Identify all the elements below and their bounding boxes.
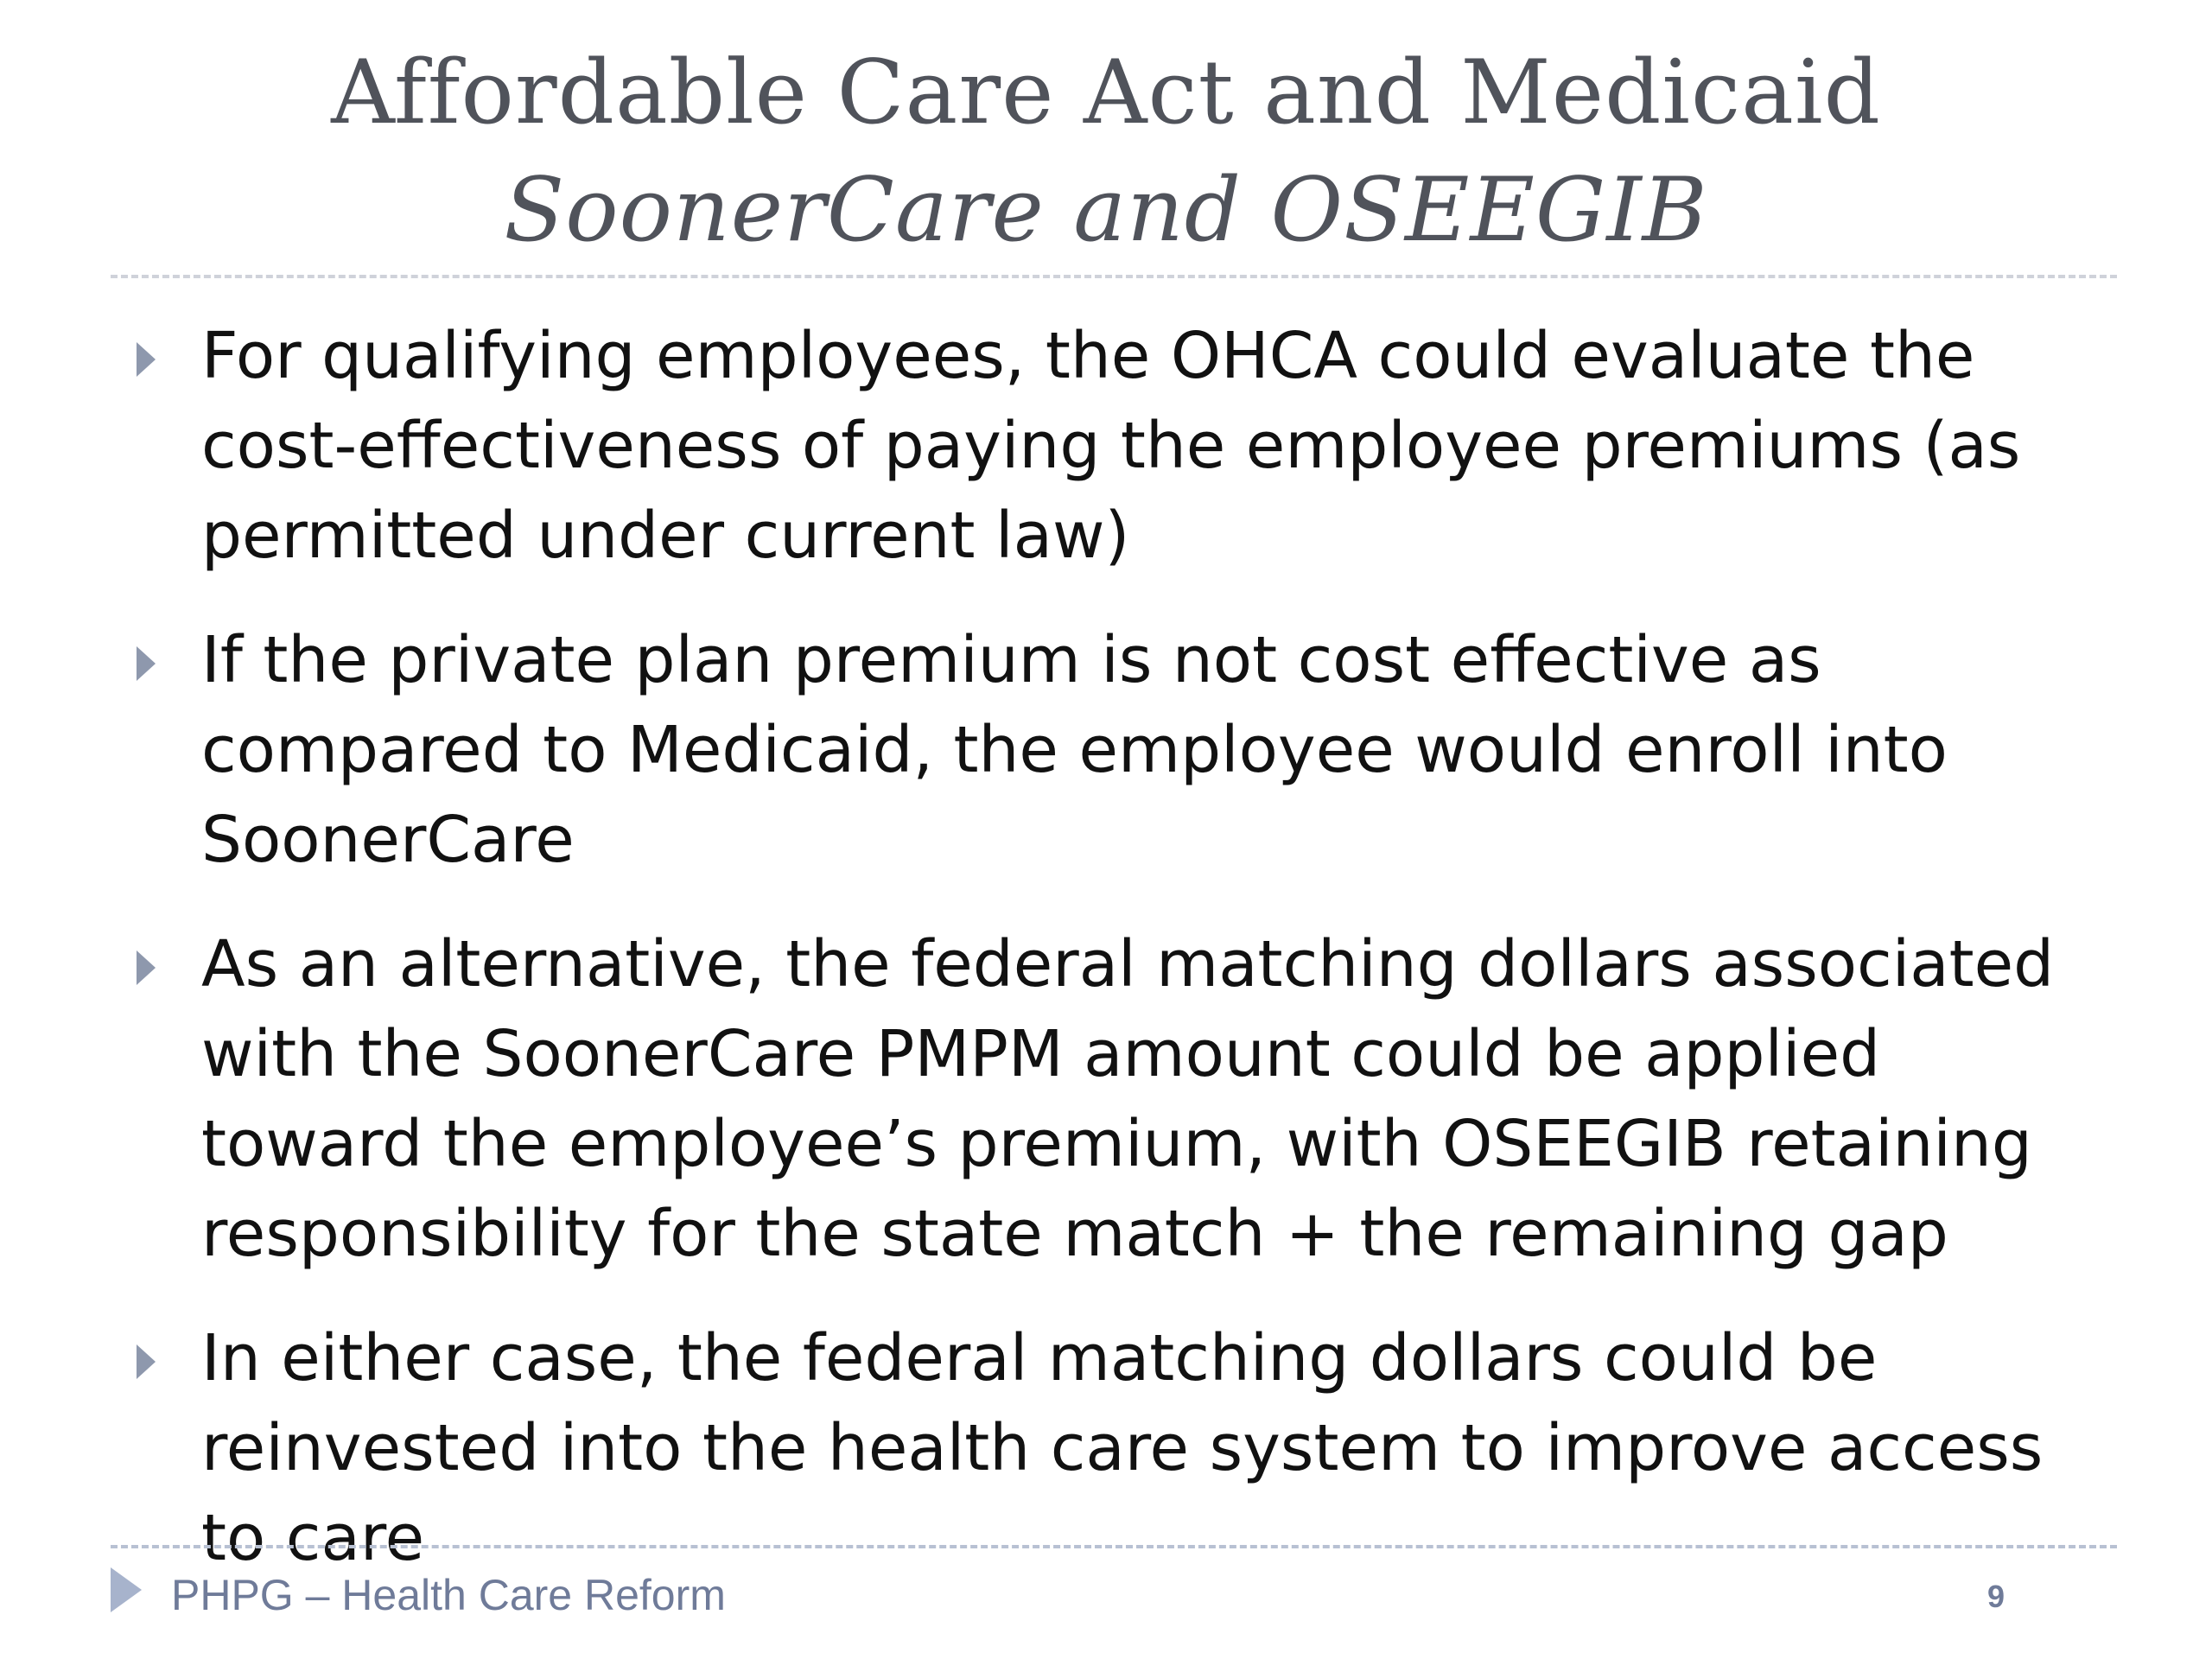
- bullet-list: [130, 311, 2117, 1618]
- triangle-right-icon: [137, 342, 156, 377]
- bullet-text: In either case, the federal matching dollars could be reinvested into the health care system to improve access to care: [201, 1321, 2044, 1575]
- footer-divider: [111, 1545, 2117, 1548]
- triangle-right-icon: [137, 950, 156, 985]
- triangle-right-icon: [111, 1567, 142, 1612]
- triangle-right-icon: [137, 1344, 156, 1379]
- bullet-text: For qualifying employees, the OHCA could evaluate the cost-effectiveness of paying the employee premiums (as permitted under current law): [201, 319, 2021, 573]
- bullet-text: If the private plan premium is not cost effective as compared to Medicaid, the employee would enroll into SoonerCare: [201, 623, 1948, 877]
- slide-title: [0, 35, 2212, 270]
- triangle-right-icon: [137, 646, 156, 681]
- bullet-text: As an alternative, the federal matching dollars associated with the SoonerCare PMPM amount could be applied toward the employee’s premium, with OSEEGIB retaining responsibility for the state match + the remaining gap: [201, 927, 2055, 1271]
- bullet-item: [130, 615, 2117, 885]
- page-number: 9: [1986, 1579, 2005, 1614]
- title-line-2: SoonerCare and OSEEGIB: [504, 159, 1708, 262]
- bullet-item: [130, 311, 2117, 581]
- title-divider: [111, 275, 2117, 278]
- footer-text: PHPG – Health Care Reform: [171, 1571, 726, 1619]
- bullet-item: [130, 1313, 2117, 1583]
- title-line-1: Affordable Care Act and Medicaid: [331, 41, 1881, 144]
- bullet-item: [130, 919, 2117, 1279]
